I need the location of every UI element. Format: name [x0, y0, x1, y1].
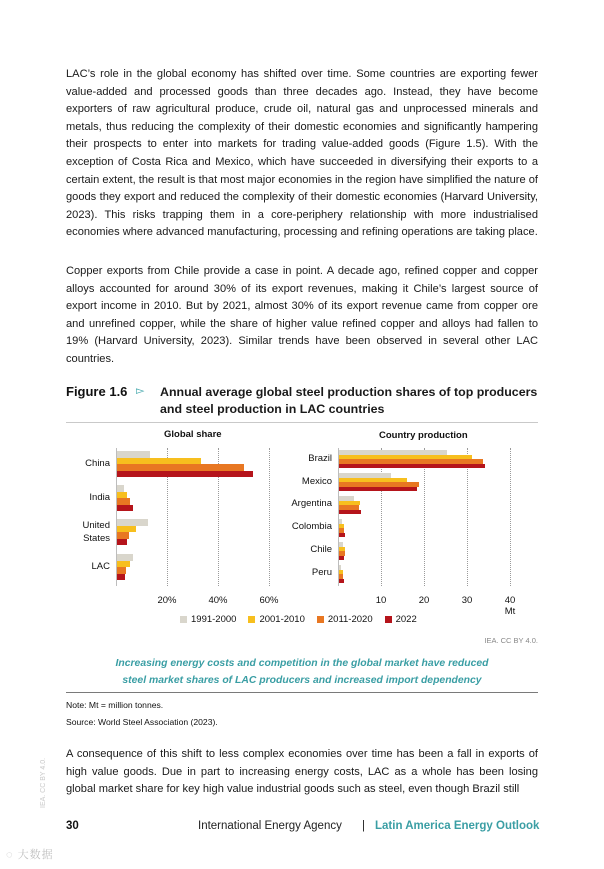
takeaway-line-2: steel market shares of LAC producers and increased import dependency [122, 675, 482, 686]
gridline-30 [467, 448, 468, 586]
bar-lac-2022 [117, 574, 125, 581]
label-brazil: Brazil [308, 453, 332, 464]
legend-label: 2022 [395, 614, 417, 625]
tick-40pct: 40% [208, 595, 228, 606]
tick-60pct: 60% [259, 595, 279, 606]
side-credit: IEA. CC BY 4.0. [40, 757, 47, 808]
legend-swatch-icon [317, 616, 324, 623]
gridline-60 [269, 448, 270, 586]
figure-takeaway [66, 655, 538, 689]
footer-publisher: International Energy Agency [198, 820, 342, 832]
figure-marker-icon: ▻ [136, 385, 145, 397]
footer-publication: Latin America Energy Outlook [375, 820, 540, 832]
tick-10: 10 [375, 595, 387, 606]
chart-legend [180, 614, 417, 625]
bar-peru-2022 [339, 579, 344, 584]
footer-separator: | [362, 820, 365, 832]
label-china: China [85, 458, 110, 469]
gridline-20 [424, 448, 425, 586]
legend-swatch-icon [385, 616, 392, 623]
figure-header [66, 384, 538, 420]
figure-source: Source: World Steel Association (2023). [66, 717, 218, 727]
legend-item-1991-2000 [180, 614, 236, 625]
page-number: 30 [66, 820, 79, 832]
gridline-10 [381, 448, 382, 586]
figure-note: Note: Mt = million tonnes. [66, 700, 164, 710]
label-peru: Peru [311, 567, 332, 578]
tick-30: 30 [461, 595, 473, 606]
takeaway-divider [66, 692, 538, 693]
body-paragraph-1: LAC’s role in the global economy has shifted over time. Some countries are exporting fewer value-added and processed goods than three decades ago. Instead, they have become exporters of raw agricultural produce, crude oil, natural gas and unprocessed minerals and metals, thus reducing the complexity of their domestic economies and significantly hampering their prospects to enter into markets for trading value-added goods (Figure 1.5). With the exception of Costa Rica and Mexico, which have succeeded in diversifying their exports to a certain extent, the result is that most major economies in the region have simplified the nature of goods they export and reduced the complexity of their domestic economies (Harvard University, 2023). This risks trapping them in a core-periphery relationship with more industrialised economies where advanced manufacturing, processing and refining operations are taking place. [66, 68, 538, 239]
takeaway-line-1: Increasing energy costs and competition in the global market have reduced [115, 658, 489, 669]
bar-colombia-2022 [339, 533, 345, 538]
figure-credit: IEA. CC BY 4.0. [484, 636, 538, 645]
label-lac: LAC [91, 561, 110, 572]
bar-mexico-2022 [339, 487, 417, 492]
label-argentina: Argentina [291, 498, 332, 509]
gridline-40 [510, 448, 511, 586]
bar-chile-2022 [339, 556, 344, 561]
global-share-title: Global share [164, 429, 222, 440]
body-paragraph-3: A consequence of this shift to less complex economies over time has been a fall in exports of high value goods. Due in part to increasing energy costs, LAC as a whole has been losing global market share for key high value industrial goods such as steel, even though Brazil still [66, 748, 538, 796]
legend-item-2011-2020 [317, 614, 373, 625]
legend-label: 1991-2000 [191, 614, 237, 625]
label-chile: Chile [310, 544, 332, 555]
label-mexico: Mexico [301, 476, 332, 487]
bar-us-2022 [117, 539, 127, 546]
tick-20pct: 20% [157, 595, 177, 606]
tick-40: 40 [504, 595, 516, 606]
body-paragraph-2: Copper exports from Chile provide a case in point. A decade ago, refined copper and copper alloys accounted for around 30% of its export revenues, making it Chile’s largest source of export income in 2010. But by 2021, almost 30% of its export revenue came from copper ore and unrefined copper, while the share of higher value refined copper and alloys had fallen to 19% (Harvard University, 2023). Similar trends have been observed in several other LAC countries. [66, 265, 538, 365]
label-united: United [82, 520, 110, 531]
bar-china-2022 [117, 471, 253, 478]
legend-label: 2001-2010 [259, 614, 305, 625]
figure-number: Figure 1.6 [66, 384, 128, 399]
legend-label: 2011-2020 [327, 614, 373, 625]
unit-label: Mt [504, 606, 516, 617]
bar-india-2022 [117, 505, 133, 512]
figure-title: Annual average global steel production shares of top producers and steel production in LAC countries [160, 385, 538, 416]
legend-swatch-icon [248, 616, 255, 623]
legend-item-2001-2010 [248, 614, 304, 625]
bar-brazil-2022 [339, 464, 485, 469]
bar-argentina-2022 [339, 510, 361, 515]
legend-swatch-icon [180, 616, 187, 623]
label-india: India [89, 492, 110, 503]
label-colombia: Colombia [291, 521, 332, 532]
watermark: ◌ 大数据 [6, 849, 54, 861]
label-states: States [83, 533, 110, 544]
legend-item-2022 [385, 614, 417, 625]
country-production-title: Country production [379, 430, 468, 441]
tick-20: 20 [418, 595, 430, 606]
